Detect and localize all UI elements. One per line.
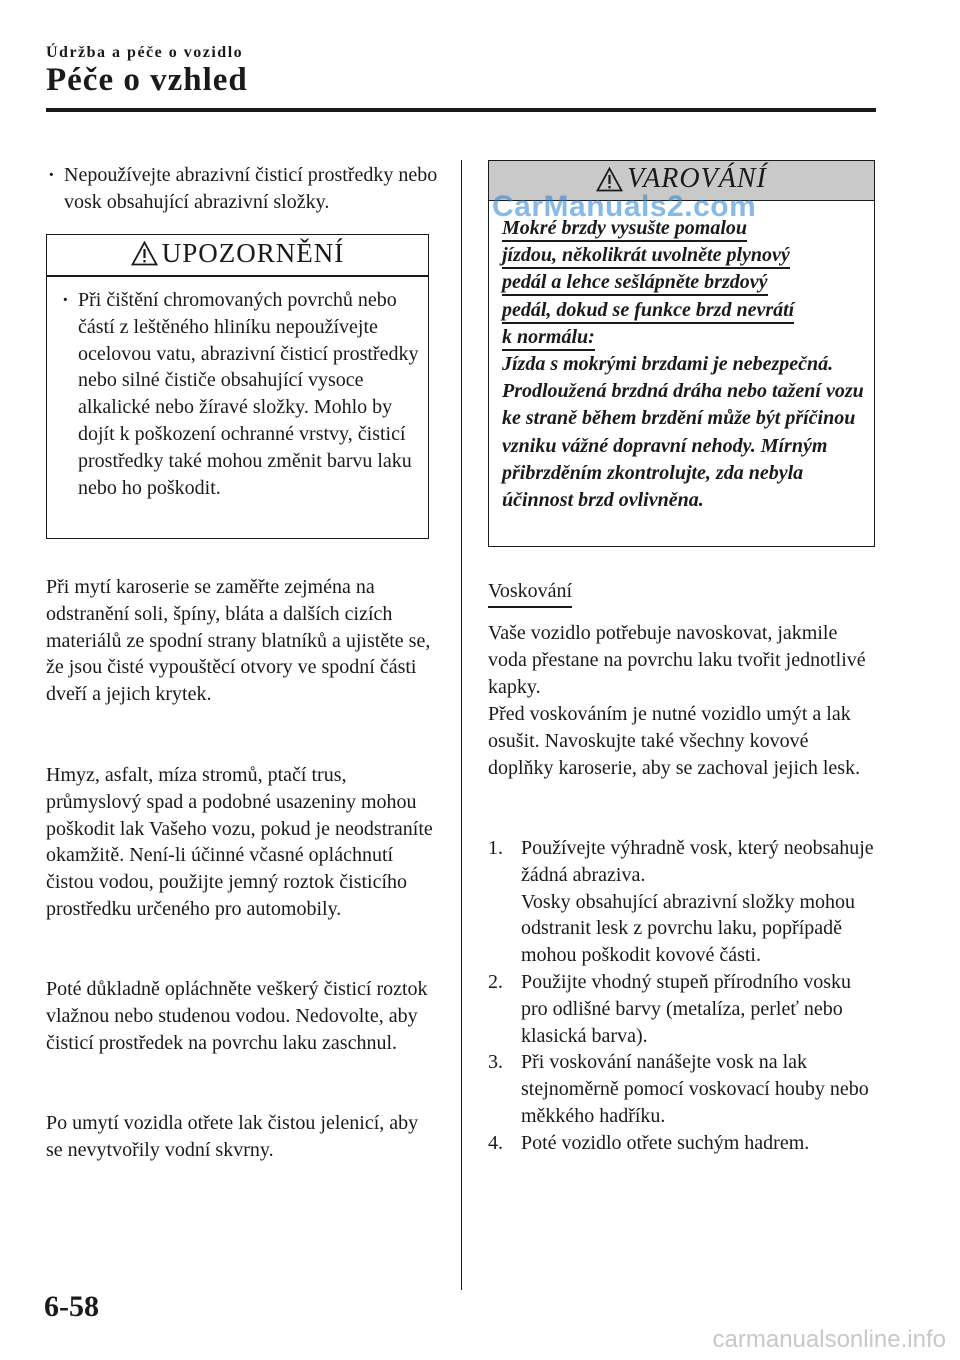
list-item-text: Při voskování nanášejte vosk na lak stejnoměrně pomocí voskovací houby nebo měkkého hadříku. bbox=[521, 1051, 869, 1127]
caution-text: · Při čištění chromovaných povrchů nebo částí z leštěného hliníku nepoužívejte ocelovou vatu, abrazivní čisticí prostředky nebo silné čističe obsahující vysoce alkalické nebo žíravé složky. Mohlo by dojít k poškození ochranné vrstvy, čisticí prostředky také mohou změnit barvu laku nebo ho poškodit. bbox=[60, 287, 433, 501]
warning-lead-line: k normálu: bbox=[502, 326, 595, 351]
list-item-number: 1. bbox=[488, 837, 503, 859]
list-item bbox=[488, 1130, 876, 1157]
warning-detail: Jízda s mokrými brzdami je nebezpečná. Prodloužená brzdná dráha nebo tažení vozu ke straně během brzdění může být příčinou vzniku vážné dopravní nehody. Mírným přibrzděním zkontrolujte, zda nebyla účinnost brzd ovlivněna. bbox=[502, 353, 864, 512]
steps-list bbox=[488, 835, 876, 1157]
list-item bbox=[488, 969, 876, 1049]
list-item-number: 2. bbox=[488, 970, 503, 993]
list-item-text: Použijte vhodný stupeň přírodního vosku pro odlišné barvy (metalíza, perleť nebo klasická barva). bbox=[521, 970, 851, 1047]
page-title: Péče o vzhled bbox=[46, 62, 248, 98]
body-paragraph: Poté důkladně opláchněte veškerý čisticí roztok vlažnou nebo studenou vodou. Nedovolte, aby čisticí prostředek na povrchu laku zaschnul. bbox=[46, 978, 428, 1054]
intro-paragraph: Vaše vozidlo potřebuje navoskovat, jakmile voda přestane na povrchu laku tvořit jednotlivé kapky. bbox=[488, 622, 866, 698]
warning-lead-line: pedál a lehce sešlápněte brzdový bbox=[502, 271, 768, 296]
caution-separator bbox=[47, 275, 428, 277]
bullet-item: · Nepoužívejte abrazivní čisticí prostředky nebo vosk obsahující abrazivní složky. bbox=[46, 162, 456, 216]
caution-title: UPOZORNĚNÍ bbox=[161, 238, 345, 268]
subheading: Voskování bbox=[488, 580, 572, 608]
list-item-text: Vosky obsahující abrazivní složky mohou odstranit lesk z povrchu laku, popřípadě mohou poškodit kovové části. bbox=[521, 890, 856, 967]
intro-paragraph: Před voskováním je nutné vozidlo umýt a lak osušit. Navoskujte také všechny kovové doplňky karoserie, aby se zachoval jejich lesk. bbox=[488, 703, 861, 779]
list-item-number: 3. bbox=[488, 1051, 503, 1074]
warning-lead-line: Mokré brzdy vysušte pomalou bbox=[502, 217, 747, 242]
warning-lead-line: pedál, dokud se funkce brzd nevrátí bbox=[502, 299, 794, 324]
caution-header bbox=[47, 235, 428, 275]
body-paragraph: Při mytí karoserie se zaměřte zejména na odstranění soli, špíny, bláta a dalších cizích materiálů ze spodní strany blatníků a ujistěte se, že jsou čisté vypouštěcí otvory ve spodní části dveří a jejich krytek. bbox=[46, 576, 431, 706]
list-item bbox=[488, 835, 876, 969]
warning-triangle-icon bbox=[596, 167, 623, 192]
section-title: Údržba a péče o vozidlo bbox=[46, 44, 244, 61]
list-item bbox=[488, 1049, 876, 1129]
footer-watermark: carmanualsonline.info bbox=[712, 1326, 946, 1353]
body-paragraph: Po umytí vozidla otřete lak čistou jelenicí, aby se nevytvořily vodní skvrny. bbox=[46, 1112, 419, 1161]
watermark-text: CarManuals2.com bbox=[492, 190, 757, 223]
body-paragraph: Hmyz, asfalt, míza stromů, ptačí trus, průmyslový spad a podobné usazeniny mohou poškodit lak Vašeho vozu, pokud je neodstraníte okamžitě. Není-li účinné včasné opláchnutí čistou vodou, použijte jemný roztok čisticího prostředku určeného pro automobily. bbox=[46, 764, 433, 920]
list-item-text: Poté vozidlo otřete suchým hadrem. bbox=[521, 1131, 810, 1154]
list-item-text: Používejte výhradně vosk, který neobsahuje žádná abraziva. bbox=[521, 837, 874, 886]
page-number: 6-58 bbox=[44, 1290, 99, 1323]
title-rule bbox=[46, 108, 876, 112]
warning-text bbox=[502, 215, 864, 514]
warning-title: VAROVÁNÍ bbox=[627, 163, 767, 194]
warning-lead-line: jízdou, několikrát uvolněte plynový bbox=[502, 244, 790, 269]
caution-box bbox=[46, 234, 429, 539]
list-item-number: 4. bbox=[488, 1131, 503, 1154]
column-divider bbox=[461, 160, 462, 1290]
warning-triangle-icon bbox=[131, 241, 158, 266]
